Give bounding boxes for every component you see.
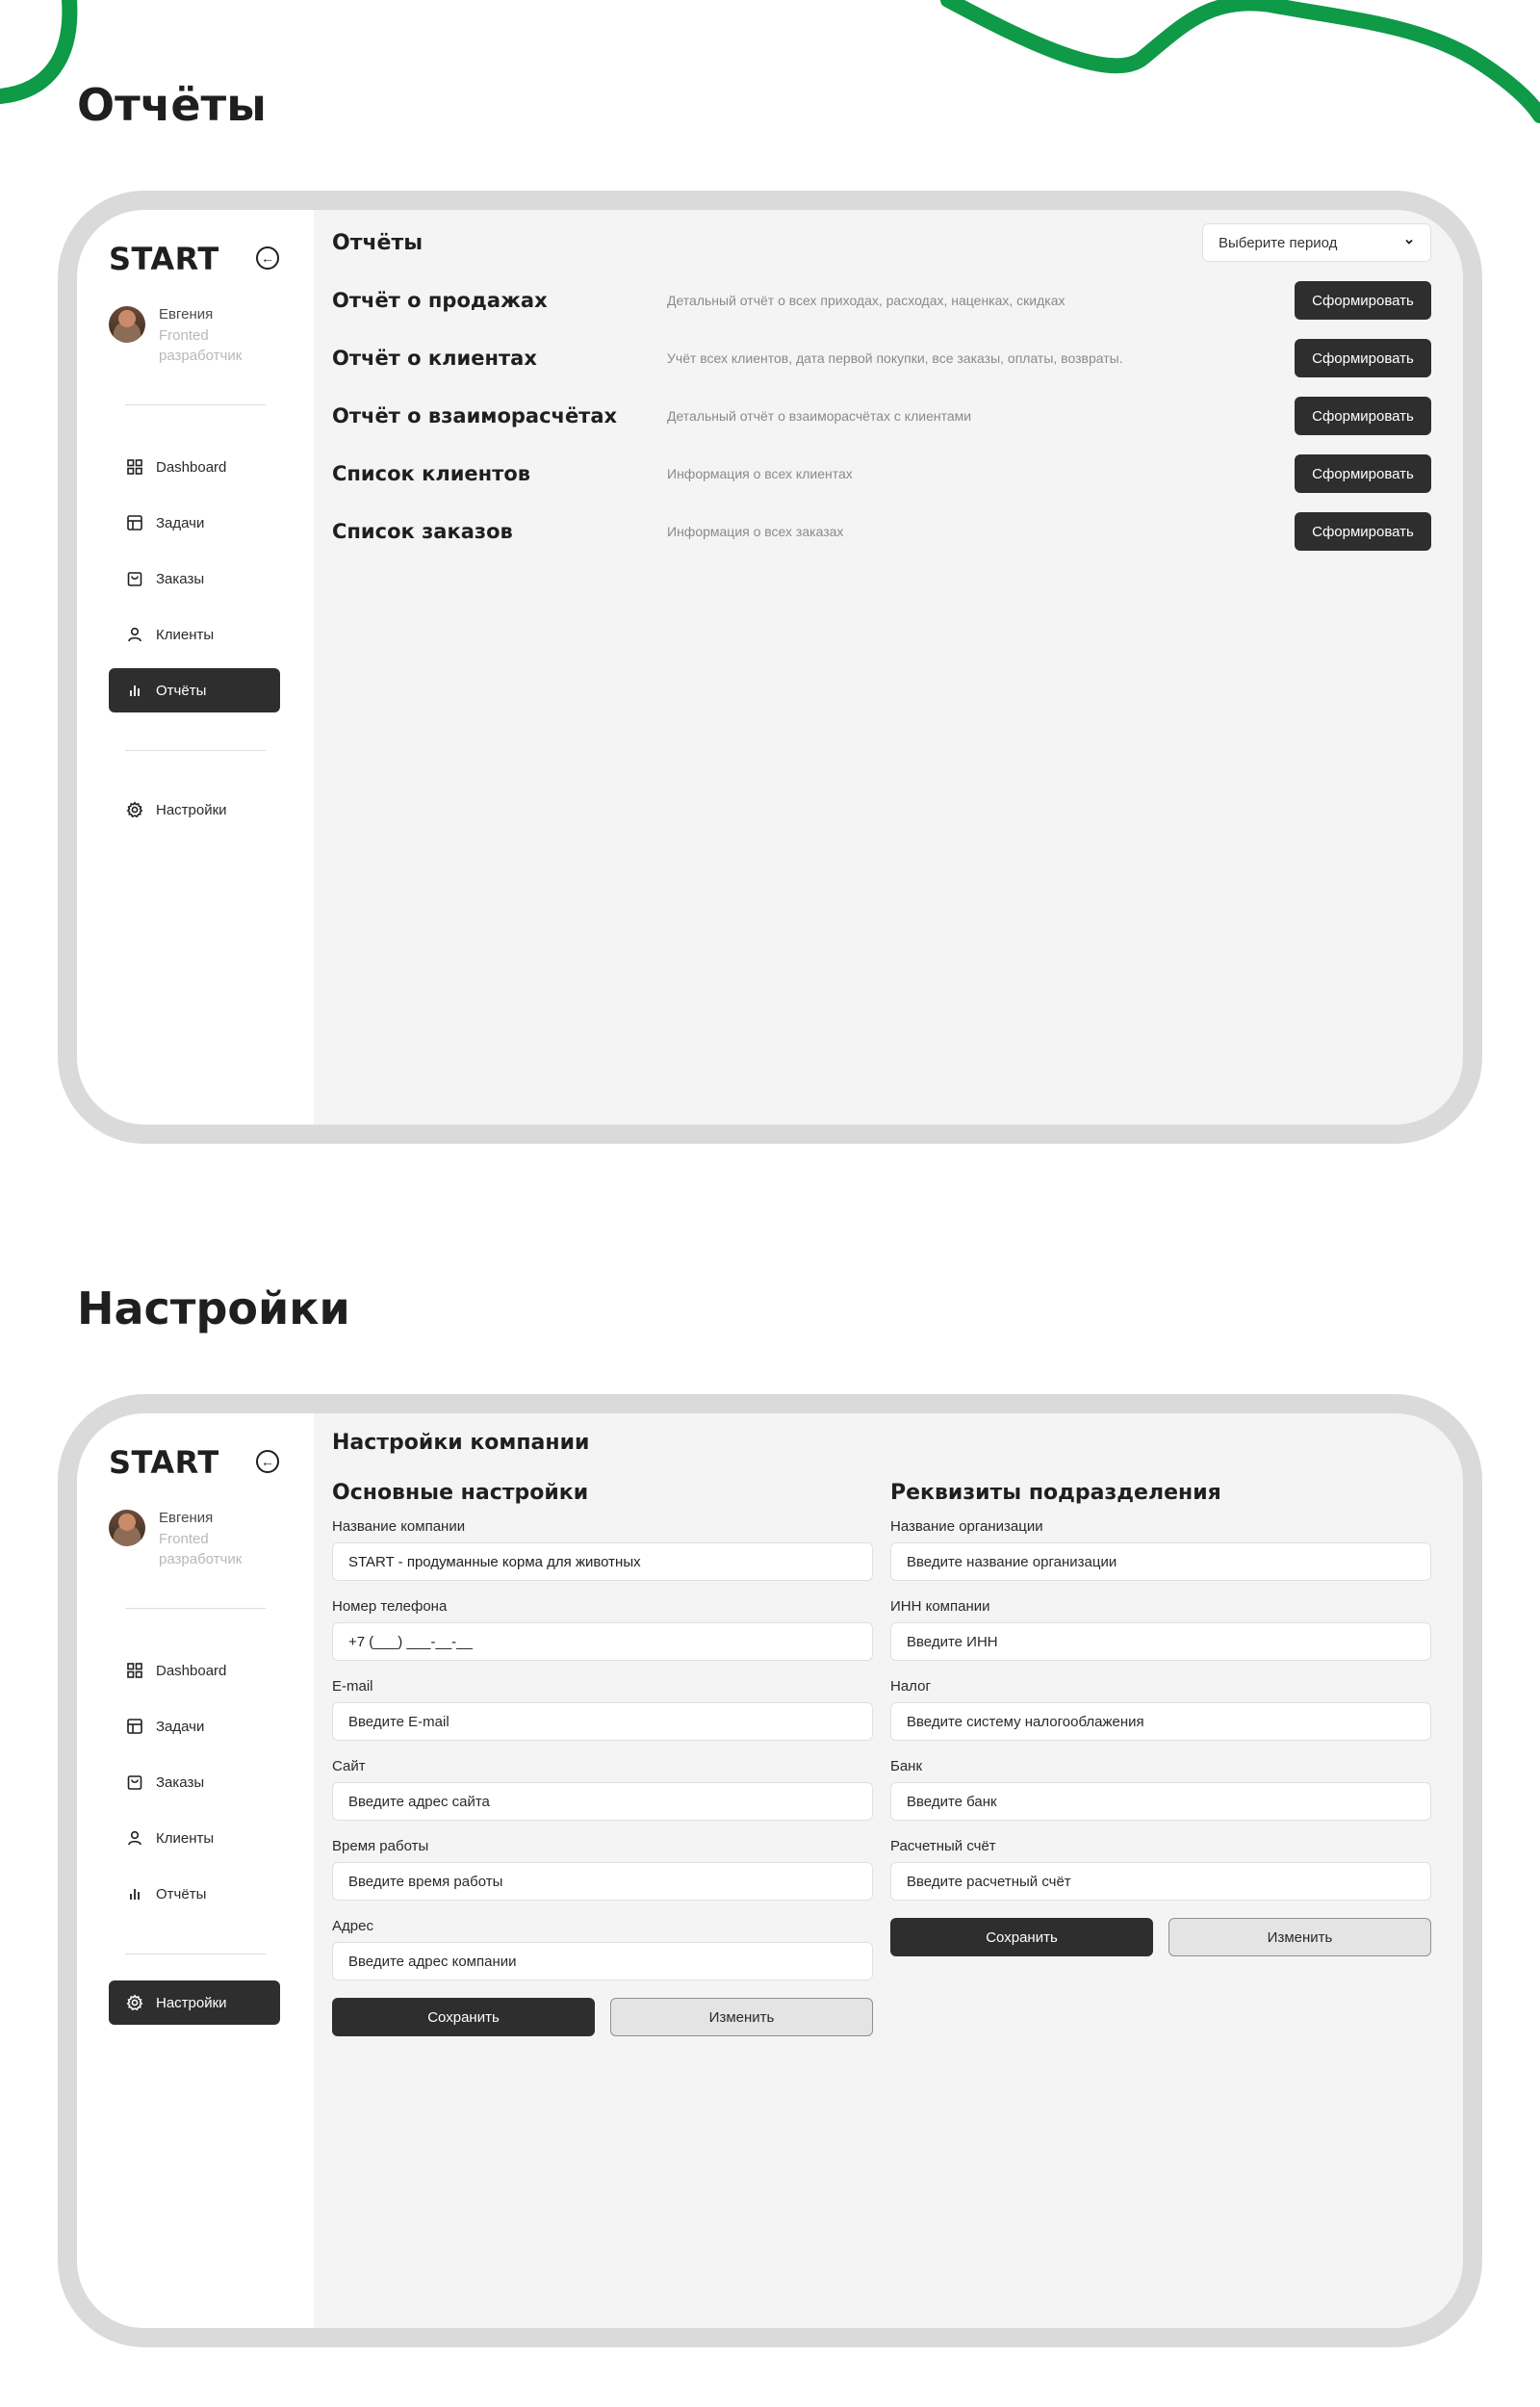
sidebar-item-clients[interactable] — [109, 612, 280, 657]
field-label: Время работы — [332, 1838, 429, 1854]
sidebar-nav-bottom — [109, 1980, 280, 2036]
sidebar — [77, 210, 314, 1125]
sidebar-item-label: Настройки — [156, 1994, 227, 2011]
field-label: Банк — [890, 1758, 923, 1774]
report-row-clients — [332, 339, 1431, 377]
tax-system-input[interactable] — [890, 1702, 1431, 1741]
sidebar-item-dashboard[interactable] — [109, 1648, 280, 1693]
report-row-sales — [332, 281, 1431, 320]
field-label: E-mail — [332, 1678, 373, 1695]
report-description: Детальный отчёт о взаиморасчётах с клиентами — [667, 408, 972, 424]
user-role: Fronted разработчик — [159, 327, 243, 364]
collapse-sidebar-icon[interactable]: ← — [256, 1450, 279, 1473]
section-heading-requisites: Реквизиты подразделения — [890, 1481, 1221, 1505]
generate-report-button[interactable]: Сформировать — [1295, 339, 1431, 377]
sidebar-item-label: Клиенты — [156, 626, 215, 643]
app-window-settings — [77, 1413, 1463, 2328]
report-name: Список клиентов — [332, 462, 531, 485]
sidebar-item-label: Dashboard — [156, 1662, 227, 1679]
avatar — [109, 306, 145, 343]
sidebar-item-clients[interactable] — [109, 1816, 280, 1860]
organization-name-input[interactable] — [890, 1542, 1431, 1581]
generate-report-button[interactable]: Сформировать — [1295, 454, 1431, 493]
grid-icon — [125, 1661, 144, 1680]
corner-swoosh-line — [0, 0, 69, 96]
period-select-value: Выберите период — [1219, 234, 1338, 251]
shopping-bag-icon — [125, 569, 144, 588]
sidebar-item-orders[interactable] — [109, 556, 280, 601]
reports-content — [314, 210, 1463, 1125]
report-row-order-list — [332, 512, 1431, 551]
report-description: Детальный отчёт о всех приходах, расходах, наценках, скидках — [667, 293, 1065, 308]
report-name: Отчёт о взаиморасчётах — [332, 404, 618, 427]
sidebar-item-label: Клиенты — [156, 1829, 215, 1847]
requisites-column — [890, 1481, 1431, 1956]
account-number-input[interactable] — [890, 1862, 1431, 1901]
report-description: Информация о всех заказах — [667, 524, 844, 539]
sidebar-item-settings[interactable] — [109, 1980, 280, 2025]
user-profile[interactable] — [109, 1508, 274, 1569]
sidebar-divider — [125, 1608, 266, 1609]
report-description: Учёт всех клиентов, дата первой покупки, все заказы, оплаты, возвраты. — [667, 350, 1123, 366]
field-label: Название компании — [332, 1518, 466, 1535]
field-label: ИНН компании — [890, 1598, 990, 1615]
sidebar-item-label: Dashboard — [156, 458, 227, 476]
field-label: Адрес — [332, 1918, 373, 1934]
phone-input[interactable] — [332, 1622, 873, 1661]
basic-settings-column — [332, 1481, 873, 2036]
sidebar-nav — [109, 1648, 280, 1928]
device-frame-reports — [58, 191, 1482, 1144]
sidebar-item-orders[interactable] — [109, 1760, 280, 1804]
field-label: Номер телефона — [332, 1598, 448, 1615]
field-label: Название организации — [890, 1518, 1043, 1535]
sidebar-item-dashboard[interactable] — [109, 445, 280, 489]
field-label: Налог — [890, 1678, 931, 1695]
sidebar-item-tasks[interactable] — [109, 501, 280, 545]
section-title-reports: Отчёты — [77, 79, 267, 131]
bar-chart-icon — [125, 681, 144, 700]
sidebar-item-settings[interactable] — [109, 788, 280, 832]
section-heading-basic: Основные настройки — [332, 1481, 589, 1505]
page-title: Отчёты — [332, 231, 424, 255]
requisites-actions — [890, 1918, 1431, 1956]
app-window-reports — [77, 210, 1463, 1125]
user-role: Fronted разработчик — [159, 1531, 243, 1567]
website-input[interactable] — [332, 1782, 873, 1821]
chevron-down-icon — [1403, 235, 1415, 251]
save-button[interactable]: Сохранить — [332, 1998, 595, 2036]
sidebar-item-reports[interactable] — [109, 668, 280, 712]
generate-report-button[interactable]: Сформировать — [1295, 512, 1431, 551]
gear-icon — [125, 1993, 144, 2012]
shopping-bag-icon — [125, 1773, 144, 1792]
report-name: Отчёт о продажах — [332, 289, 548, 312]
settings-content — [314, 1413, 1463, 2328]
working-hours-input[interactable] — [332, 1862, 873, 1901]
sidebar-item-label: Заказы — [156, 1773, 205, 1791]
address-input[interactable] — [332, 1942, 873, 1980]
report-row-client-list — [332, 454, 1431, 493]
section-title-settings: Настройки — [77, 1282, 350, 1334]
edit-button[interactable]: Изменить — [610, 1998, 873, 2036]
user-name: Евгения — [159, 306, 214, 323]
page-title: Настройки компании — [332, 1431, 590, 1455]
sidebar-item-label: Заказы — [156, 570, 205, 587]
sidebar-item-label: Настройки — [156, 801, 227, 818]
report-description: Информация о всех клиентах — [667, 466, 853, 481]
sidebar-item-tasks[interactable] — [109, 1704, 280, 1748]
sidebar-item-label: Задачи — [156, 1718, 205, 1735]
inn-input[interactable] — [890, 1622, 1431, 1661]
gear-icon — [125, 800, 144, 819]
sidebar-nav — [109, 445, 280, 724]
generate-report-button[interactable]: Сформировать — [1295, 281, 1431, 320]
sidebar-item-label: Отчёты — [156, 682, 207, 699]
grid-icon — [125, 457, 144, 477]
device-frame-settings — [58, 1394, 1482, 2347]
report-row-settlements — [332, 397, 1431, 435]
table-icon — [125, 1717, 144, 1736]
field-label: Сайт — [332, 1758, 366, 1774]
email-input[interactable] — [332, 1702, 873, 1741]
sidebar-divider — [125, 404, 266, 405]
sidebar-item-reports[interactable] — [109, 1872, 280, 1916]
sidebar-item-label: Отчёты — [156, 1885, 207, 1902]
wave-swoosh-line — [948, 0, 1540, 116]
report-name: Отчёт о клиентах — [332, 347, 537, 370]
sidebar-divider — [125, 750, 266, 751]
save-button[interactable]: Сохранить — [890, 1918, 1153, 1956]
edit-button[interactable]: Изменить — [1168, 1918, 1431, 1956]
bar-chart-icon — [125, 1884, 144, 1903]
table-icon — [125, 513, 144, 532]
user-icon — [125, 625, 144, 644]
logo: START — [109, 1444, 219, 1481]
report-name: Список заказов — [332, 520, 513, 543]
sidebar-item-label: Задачи — [156, 514, 205, 531]
field-label: Расчетный счёт — [890, 1838, 996, 1854]
user-icon — [125, 1828, 144, 1848]
logo: START — [109, 241, 219, 277]
avatar — [109, 1510, 145, 1546]
company-name-input[interactable] — [332, 1542, 873, 1581]
user-profile[interactable] — [109, 304, 274, 366]
user-name: Евгения — [159, 1510, 214, 1526]
period-select[interactable] — [1202, 223, 1431, 262]
generate-report-button[interactable]: Сформировать — [1295, 397, 1431, 435]
sidebar-nav-bottom — [109, 788, 280, 843]
sidebar — [77, 1413, 314, 2328]
basic-settings-actions — [332, 1998, 873, 2036]
bank-input[interactable] — [890, 1782, 1431, 1821]
collapse-sidebar-icon[interactable]: ← — [256, 246, 279, 270]
